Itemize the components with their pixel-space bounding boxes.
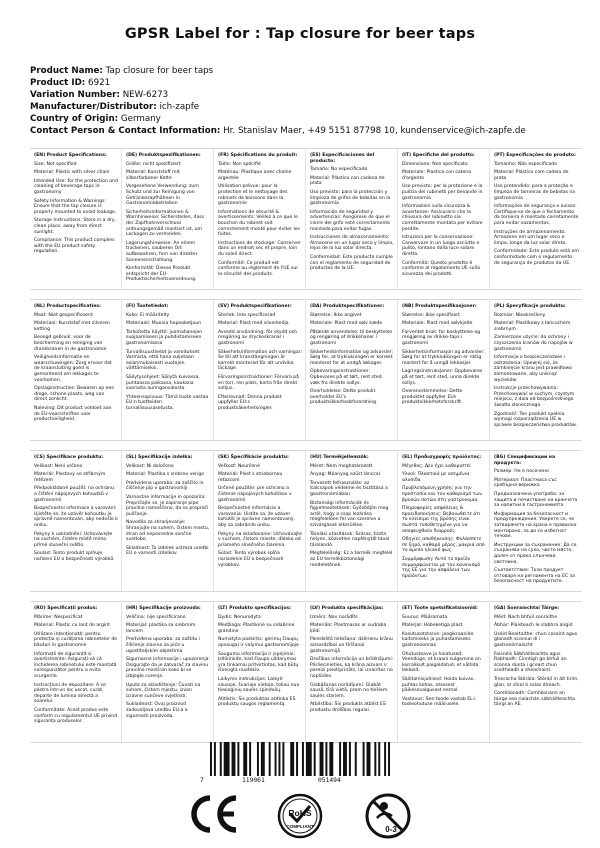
spec-paragraph: Ábhar: Plaisteach le slabhra airgid: [494, 623, 573, 629]
barcode-bar: [290, 742, 294, 776]
product-info-value: Germany: [120, 113, 161, 124]
spec-paragraph: Tarkoitettu käyttö: juomahanojen suojaamiseen ja puhdistamiseen gastronomiassa: [126, 329, 203, 346]
spec-cell: [398, 451, 490, 591]
spec-paragraph: Conformidad: Este producto cumple con el reglamento de seguridad de productos de la UE.: [310, 254, 393, 272]
spec-paragraph: Forventet bruk: for beskyttelse og rengjøring av drikke-taps i gastronomi: [402, 329, 481, 346]
spec-paragraph: Určené použitie: pre ochranu a čistenie nápojových kohútikov v gastronómii: [218, 486, 292, 503]
spec-paragraph: Uso previsto: per la protezione e la pulizia dei rubinetti per bevande in gastronomia: [402, 184, 483, 201]
barcode-bar: [282, 742, 284, 776]
spec-paragraph: Uso pretendido: para a proteção e limpeza de torneiras de bebidas na gastronomia: [494, 184, 576, 201]
spec-paragraph: Anyag: Műanyag ezüst lánccal: [310, 472, 380, 478]
spec-paragraph: Съответствие: Този продукт отговаря на регламента на ЕС за безопасност на продуктите.: [494, 568, 575, 585]
product-info-value: 6921: [88, 77, 111, 88]
barcode-bar: [224, 742, 230, 776]
spec-paragraph: Materiale: Plast med sølv kæde: [310, 321, 383, 327]
spec-paragraph: Maat: Niet gespecificeerd: [34, 312, 93, 318]
spec-heading: (ET) Toote spetsifikatsioonid:: [402, 606, 478, 611]
spec-paragraph: Laikymo instrukcijos: Laikyti sausoje, švarioje vietoje, toliau nuo tiesioginių saulės spindulių.: [218, 676, 300, 694]
spec-paragraph: Veľkosť: Neurčené: [218, 463, 260, 469]
spec-heading: (EL) Προδιαγραφές προϊόντος:: [402, 455, 482, 460]
spec-paragraph: Predvidena uporaba: za zaščito in čiščenje pip v gastronomiji: [126, 480, 204, 492]
barcode-bar: [384, 742, 386, 776]
spec-paragraph: Suurus: Määramata: [402, 614, 448, 620]
spec-paragraph: Utilisation prévue: pour la protection et le nettoyage des robinets de boissons dans la gastronomie: [218, 184, 288, 207]
barcode-digit-first: 7: [200, 777, 204, 784]
spec-paragraph: Tamaño: No especificado: [310, 167, 368, 173]
specifications-grid: [30, 148, 582, 752]
spec-cell: [214, 602, 306, 742]
spec-paragraph: Matériau: Plastique avec chaîne argentée: [218, 170, 292, 181]
spec-paragraph: Pokyny na skladovanie: Uchovávajte v suchom, čistom mieste, ďaleko od priameho slnečného žiarenia.: [218, 531, 302, 548]
spec-paragraph: Méid: Nach bhfuil sonraithe: [494, 614, 558, 620]
spec-paragraph: Dimensione: Non specificato: [402, 161, 468, 167]
spec-paragraph: Rozmiar: Nieokreślony: [494, 312, 546, 318]
barcode-bar: [269, 742, 271, 776]
spec-paragraph: Atbilstība: Šis produkts atbilst ES produktu drošības regulai.: [310, 702, 386, 713]
spec-paragraph: Οδηγίες αποθήκευσης: Φυλάσσετε σε ξηρό, καθαρό μέρος, μακριά από το άμεσο ηλιακό φως.: [402, 537, 485, 554]
spec-paragraph: Μέγεθος: Δεν έχει καθοριστεί: [402, 463, 471, 469]
spec-paragraph: Atitiktis: Šis produktas atitinka ES produktų saugos reglamentą.: [218, 696, 296, 708]
spec-band: [30, 450, 582, 592]
spec-paragraph: Informații de siguranță și avertismente: Asigurați-vă că închiderea robinetului este montată corespunzător pentru a evita scurgerile.: [34, 651, 117, 679]
spec-paragraph: Intended Use: for the protection and cleaning of beverage taps in gastronomy: [34, 178, 118, 195]
barcode-digits-right: 051494: [318, 777, 341, 784]
spec-cell: [490, 602, 582, 742]
spec-heading: (DA) Produktspecifikationer:: [310, 304, 385, 309]
spec-paragraph: Υλικό: Πλαστικό με ασημένια αλυσίδα: [402, 472, 470, 483]
spec-paragraph: Předpokládané použití: na ochranu a čištění nápojových kohoutků v gastronomii: [34, 486, 114, 503]
spec-heading: (HU) Termékjellemzők:: [310, 455, 369, 460]
spec-paragraph: Soulad: Tento produkt splňuje nařízení EU o bezpečnosti výrobků.: [34, 551, 115, 562]
spec-paragraph: Lagringsinstruksjoner: Oppbevares på et tørt, rent sted, unna direkte sollys.: [402, 369, 483, 386]
barcode-bars: [210, 742, 390, 776]
spec-paragraph: Varnostne informacije in opozorila: Prepričajte se, je zapiranje pipe pravilno nameščeno, da se prepreči puščanje.: [126, 494, 209, 517]
barcode-bar: [388, 742, 390, 776]
spec-paragraph: Skladnost: Ta izdelek ustreza uredbi EU o varnosti izdelkov.: [126, 545, 209, 557]
spec-paragraph: Saugumo informacija ir įspėjimai: Įsitikinkite, kad čiaupo uždarymas yra tinkamai pritvirtintas, kad būtų išvengta nuotėkio.: [218, 651, 299, 674]
barcode-bar: [210, 742, 212, 776]
rohs-sublabel: COMPLIANT: [286, 824, 314, 829]
spec-paragraph: Instructions de stockage: Conserver dans un endroit sec et propre, loin du soleil direct.: [218, 240, 301, 257]
spec-heading: (FR) Spécifications du produit:: [218, 153, 298, 158]
product-info-row: [30, 114, 590, 126]
spec-heading: (LV) Produkta specifikācijas:: [310, 606, 384, 611]
spec-paragraph: Påtænkt anvendelse: til beskyttelse og rengøring af drikkehaner i gastronomi: [310, 329, 393, 346]
barcode: [200, 742, 400, 786]
spec-paragraph: Lagerungshinweise: An einem trockenen, sauberen Ort aufbewahren, fern von direkter Sonneneinstrahlung.: [126, 240, 198, 263]
spec-paragraph: Materiaali: Muovia hopeaketjuun: [126, 321, 202, 327]
product-info: [30, 66, 590, 137]
product-info-value: NEW-6273: [122, 89, 169, 100]
spec-paragraph: Utilizare intenționată: pentru protecția și curățarea robinetelor de băuturi în gastronomie: [34, 631, 118, 648]
spec-paragraph: Yhteensopivuus: Tämä tuote vastaa EU:n tuotteiden turvallisuusasetusta.: [126, 394, 209, 411]
spec-band: [30, 601, 582, 743]
spec-paragraph: Compliance: This product complies with the EU product safety regulation.: [34, 238, 115, 255]
spec-paragraph: Materiale: Plast med sølvkjede: [402, 321, 473, 327]
spec-paragraph: Instruções de armazenamento: Armazene em um lugar seco e limpo, longe da luz solar direta.: [494, 229, 567, 246]
spec-paragraph: Ohutusteave ja hoiatused: Veenduge, et kraani sulgemine on korralikult paigaldatud, et vältida lekkeid.: [402, 651, 481, 674]
spec-paragraph: Informações de segurança e avisos: Certifique-se de que o fechamento da torneira é montado corretamente para evitar vazamentos.: [494, 204, 579, 226]
spec-paragraph: Material: Plastic cu lanț de argint: [34, 623, 110, 629]
spec-paragraph: Upute za skladištenje: Čuvati na suhom, čistom mjestu, izvan izravne sunčeve svjetlosti.: [126, 682, 201, 699]
spec-paragraph: Materiał: Plastikowy z łańcuchem srebrnym: [494, 321, 571, 332]
spec-paragraph: Izmērs: Nav norādīts: [310, 614, 358, 620]
spec-paragraph: Veiligheidsinformatie en waarschuwingen: Zorg ervoor dat de kraansluiting goed is gemonteerd om lekkages te voorkomen.: [34, 355, 112, 383]
spec-paragraph: Material: Kunststoff mit silberfarbener Kette: [126, 170, 180, 181]
barcode-bar: [363, 742, 365, 776]
spec-heading: (NB) Produktspesifikasjoner:: [402, 304, 477, 309]
barcode-bar: [314, 742, 316, 776]
spec-heading: (EN) Product Specifications:: [34, 153, 107, 158]
spec-paragraph: Conformidade: Este produto está em conformidade com o regulamento de segurança de produtos da UE.: [494, 249, 579, 266]
product-info-value: Hr. Stanislav Maer, +49 5151 87798 10, kundenservice@ich-zapfe.de: [223, 125, 526, 136]
barcode-bar: [275, 742, 277, 776]
spec-paragraph: Vastavus: See toode vastab EL-i tooteohutuse määrusele.: [402, 696, 476, 708]
spec-paragraph: Zgodność: Ten produkt spełnia wymogi rozporządzenia UE w sprawie bezpieczeństwa produktów.: [494, 411, 577, 428]
barcode-bar: [374, 742, 376, 776]
spec-paragraph: Säilitamisjuhised: Hoida kuivas, puhtas kohas, otsesest päikesevalgusest eemal.: [402, 676, 475, 694]
spec-paragraph: Materiale: Plastica con catena d'argento: [402, 170, 472, 181]
spec-cell: [490, 300, 582, 440]
spec-paragraph: Instrukcje przechowywania: Przechowywać w suchym, czystym miejscu, z dala od bezpośredniego światła słonecznego.: [494, 386, 575, 408]
spec-paragraph: Zamierzone użycie: do ochrony i czyszczenia kranów do napojów w gastronomii: [494, 335, 573, 352]
barcode-bar: [320, 742, 324, 776]
product-info-row: [30, 66, 590, 78]
spec-paragraph: Sukladnost: Ovaj proizvod zadovoljava uredbu EU-a o sigurnosti proizvoda.: [126, 702, 188, 719]
spec-cell: [306, 602, 398, 742]
spec-paragraph: Información de seguridad y advertencias: Asegúrese de que el cierre del grifo esté correctamente montado para evitar fugas.: [310, 209, 391, 232]
rohs-label: RoHS: [288, 808, 312, 818]
spec-band: [30, 148, 582, 290]
barcode-bar: [349, 742, 351, 776]
spec-paragraph: Medžiaga: Plastikinė su sidabrine grandine: [218, 623, 295, 634]
product-info-label: Product ID:: [30, 77, 86, 88]
spec-paragraph: Größe: nicht spezifiziert: [126, 161, 181, 167]
spec-paragraph: Instrucciones de almacenamiento: Almacene en un lugar seco y limpio, lejos de la luz solar directa.: [310, 235, 394, 252]
spec-paragraph: Opslaginstructies: Bewaren op een droge, schone plaats, weg van direct zonlicht.: [34, 386, 115, 403]
age-warning-label: 0-3: [385, 825, 397, 834]
spec-paragraph: Súlad: Tento výrobok spĺňa nariadenie EÚ o bezpečnosti výrobkov.: [218, 551, 284, 568]
spec-paragraph: Materijal: plastika sa srebrnim lancem: [126, 623, 196, 634]
spec-paragraph: Tervezett felhasználás: az italcsapok védelme és tisztítása a gasztronómiában: [310, 480, 388, 497]
spec-cell: [122, 451, 214, 591]
spec-paragraph: Overholdelse: Dette produkt overholder EU's produktsikkerhedsforordning.: [310, 389, 378, 406]
spec-paragraph: Informacje o bezpieczeństwie i ostrzeżenia: Upewnij się, że zamknięcie kranu jest prawidłowo zamontowane, aby uniknąć wycieków.: [494, 355, 573, 383]
spec-paragraph: Efterlevnad: Denna produkt uppfyller EU:s produktsäkerhetsregler.: [218, 394, 282, 411]
spec-paragraph: Dydis: Nenurodyta: [218, 614, 261, 620]
product-info-label: Manufacturer/Distributor:: [30, 101, 157, 112]
spec-cell: [306, 451, 398, 591]
spec-paragraph: Informazioni sulla sicurezza & avvertenze: Assicurarsi che la chiusura del rubinetto sia correttamente montata per evitare perdite.: [402, 204, 483, 232]
spec-paragraph: Faisnéis Sábháilteachta agus Rabhaidh: Cinntigh go bhfuil an sconna dúnta i gceart chun sceitheadh a sheachaint.: [494, 651, 567, 674]
product-info-value: Tap closure for beer taps: [105, 66, 214, 76]
spec-cell: [122, 149, 214, 289]
product-info-label: Contact Person & Contact Information:: [30, 125, 221, 136]
spec-paragraph: Veličina: nije specificirano: [126, 614, 186, 620]
spec-heading: (RO) Specificații produs:: [34, 606, 98, 611]
product-info-row: [30, 90, 590, 102]
spec-cell: [122, 300, 214, 440]
barcode-bar: [325, 742, 327, 776]
ce-mark-icon: [184, 792, 242, 836]
spec-paragraph: Sicherheitsinformationen & Warnhinweise: Sicherstellen, dass der Zapfhahnverschluss ordnungsgemäß montiert ist, um Leckagen zu vermeiden.: [126, 209, 205, 238]
barcode-bar: [243, 742, 247, 776]
spec-paragraph: Koko: Ei määritelty: [126, 312, 170, 318]
spec-paragraph: Naleving: Dit product voldoet aan de EU-voorschriften voor productveiligheid.: [34, 405, 112, 423]
spec-paragraph: Информация за безопасност и предупреждения: Уверете се, че затварянето на крана е правилно монтирано, за да се избегнат течове.: [494, 511, 577, 540]
age-warning-0-3-icon: [364, 792, 412, 840]
spec-paragraph: Инструкции за съхранение: Да се съхранява на сухо, чисто място, далеч от пряка слънчева светлина.: [494, 542, 577, 565]
spec-cell: [30, 602, 122, 742]
spec-paragraph: Predviđena uporaba: za zaštitu i čišćenje slavina za piće u ugostiteljskim objektima: [126, 637, 201, 654]
barcode-bar: [329, 742, 333, 776]
spec-paragraph: Storage Instructions: Store in a dry, clean place, away from direct sunlight.: [34, 218, 116, 235]
barcode-bar: [302, 742, 304, 776]
product-info-value: ich-zapfe: [159, 101, 200, 112]
spec-paragraph: Istruzioni per la conservazione: Conservare in un luogo asciutto e pulito, lontano dalla luce solare diretta.: [402, 235, 480, 257]
spec-heading: (NL) Productspecificaties:: [34, 304, 101, 309]
spec-paragraph: Comhlíonadh: Comhlíonann an táirge seo rialachán sábháilteachta táirgí an AE.: [494, 691, 575, 708]
spec-paragraph: Størrelse: Ikke spesifisert: [402, 312, 460, 318]
spec-paragraph: Материал: Пластмаса със сребърна верижка: [494, 477, 557, 489]
spec-paragraph: Taille: Non spécifié: [218, 161, 261, 167]
spec-heading: (PT) Especificações do produto:: [494, 153, 576, 158]
spec-heading: (PL) Specyfikacje produktu:: [494, 304, 566, 309]
spec-paragraph: Material: Plastika s srebrno verigo: [126, 472, 205, 478]
spec-paragraph: Biztonsági információk és figyelmeztetések: Győződjön meg arról, hogy a csap lezárása megfelelően fel van szerelve a szivárgások elkerülése.: [310, 500, 389, 528]
spec-paragraph: Conformité: Ce produit est conforme au règlement de l'UE sur la sécurité des produits.: [218, 260, 299, 277]
spec-paragraph: Conformità: Questo prodotto è conforme al regolamento UE sulla sicurezza dei prodotti.: [402, 260, 480, 277]
spec-paragraph: Materiaal: Kunststof met zilveren ketting: [34, 321, 110, 332]
spec-band: [30, 299, 582, 441]
spec-heading: (SV) Produktspecifikationer:: [218, 304, 292, 309]
barcode-bar: [257, 742, 259, 776]
spec-paragraph: Πληροφορίες ασφάλειας & προειδοποιήσεις: Βεβαιωθείτε ότι το κλείσιμο της βρύσης είναι σωστά τοποθετημένο για να αποφευχθούν διαρροές.: [402, 506, 481, 534]
barcode-bar: [343, 742, 347, 776]
barcode-bar: [339, 742, 341, 776]
spec-paragraph: Sikkerhetsinformasjon og advarsler: Sørg for at trykklukkingen er riktig montert for å unngå lekkasjer.: [402, 349, 485, 366]
product-info-label: Variation Number:: [30, 89, 120, 100]
spec-paragraph: Avsedd användning: för skydd och rengöring av dryckeskranar i gastronomi: [218, 329, 298, 346]
spec-paragraph: Beoogd gebruik: voor de bescherming en reiniging van drankkranen in de gastronomie: [34, 335, 107, 352]
spec-paragraph: Предназначена употреба: за защита и почистване на кранчета за напитки в гастрономията: [494, 491, 578, 509]
spec-heading: (BG) Спецификации на продукта:: [494, 455, 556, 466]
page-title: GPSR Label for : Tap closure for beer taps: [124, 26, 476, 42]
spec-paragraph: Size: Not specified: [34, 161, 77, 167]
spec-heading: (SK) Špecifikácie produktu:: [218, 455, 289, 460]
spec-paragraph: Размер: Не е посочено: [494, 469, 549, 475]
spec-paragraph: Materjal: Hõbeketiga plast: [402, 623, 463, 629]
spec-cell: [306, 149, 398, 289]
compliance-logos: [0, 792, 600, 836]
spec-paragraph: Velikost: Není určeno: [34, 463, 83, 469]
spec-paragraph: Προβλεπόμενη χρήση: για την προστασία και τον καθαρισμό των βρυσών ποτών στη γαστρονομία: [402, 486, 482, 503]
spec-cell: [122, 602, 214, 742]
barcode-digits-left: 119061: [242, 777, 265, 784]
spec-cell: [398, 602, 490, 742]
barcode-bar: [249, 742, 251, 776]
barcode-bar: [355, 742, 357, 776]
spec-paragraph: Förvaringsinstruktioner: Förvara på en torr, ren plats, borta från direkt solljus.: [218, 374, 299, 392]
spec-paragraph: Mărime: Nespecificat: [34, 614, 83, 620]
spec-heading: (CS) Specifikace produktu:: [34, 455, 104, 460]
barcode-bar: [261, 742, 265, 776]
spec-paragraph: Navodila za shranjevanje: Shranjujte na suhem, čistem mestu, stran od neposredne sončne svetlobe.: [126, 520, 210, 543]
barcode-bar: [237, 742, 239, 776]
spec-paragraph: Megfelelőség: Ez a termék megfelel az EU termékbiztonsági rendeletének.: [310, 551, 393, 568]
spec-paragraph: Méret: Nem meghatározott: [310, 463, 373, 469]
spec-paragraph: Opbevaringsinstruktioner: Opbevares på et tørt, rent sted, væk fra direkte sollys.: [310, 369, 383, 386]
spec-cell: [30, 149, 122, 289]
spec-cell: [398, 300, 490, 440]
barcode-bar: [367, 742, 371, 776]
barcode-bar: [220, 742, 222, 776]
spec-paragraph: Material: Plástico con cadena de plata: [310, 175, 385, 187]
spec-paragraph: Bezpečnostní informace a varování: Ujistěte se, že uzávěr kohoutku je správně namontován, aby nedošlo k úniku.: [34, 506, 118, 528]
product-info-row: [30, 78, 590, 90]
spec-paragraph: Tárolási utasítások: Száraz, tiszta helyen, közvetlen napfénytől távol tárolandó.: [310, 531, 390, 548]
spec-cell: [214, 300, 306, 440]
spec-paragraph: Vorgesehene Verwendung: zum Schutz und zur Reinigung von Getränkezapfhähnen in Gastronomiebetrieben: [126, 184, 199, 207]
spec-paragraph: Størrelse: Ikke angivet: [310, 312, 362, 318]
barcode-bar: [232, 742, 236, 776]
spec-paragraph: Overensstemmelse: Dette produktet oppfyller EUs produktsikkerhetsforskrift.: [402, 389, 463, 406]
rohs-compliant-icon: [276, 792, 324, 840]
spec-cell: [398, 149, 490, 289]
spec-heading: (LT) Produkto specifikacijos:: [218, 606, 292, 611]
product-info-label: Country of Origin:: [30, 113, 119, 124]
product-info-label: Product Name:: [30, 66, 103, 76]
barcode-bar: [306, 742, 312, 776]
product-info-row: [30, 102, 590, 114]
spec-paragraph: Glabāšanas norādījumi: Glabāt sausā, tīrā vietā, prom no tiešiem saules stariem.: [310, 682, 388, 699]
spec-paragraph: Pokyny k uskladnění: Uchovávejte na suchém, čistém místě mimo přímé sluneční světlo.: [34, 531, 113, 548]
spec-heading: (ES) Especificaciones del producto:: [310, 153, 375, 164]
spec-cell: [30, 451, 122, 591]
spec-paragraph: Bezpečnostné informácie a varovania: Uistite sa, že uzáver kohútik je správne namontovaný, aby sa zabránilo úniku.: [218, 506, 295, 528]
spec-paragraph: Material: Plastic with silver chain: [34, 170, 110, 176]
spec-paragraph: Instrucțiuni de depozitare: A se păstra într-un loc uscat, curat, departe de lumina directă a soarelui.: [34, 682, 106, 705]
spec-paragraph: Numatyta paskirtis: gėrimų čiaupų apsaugai ir valymui gastronomijoje: [218, 637, 299, 648]
spec-paragraph: Drošības informācija un brīdinājumi: Pārliecinieties, ka krāna aizvars ir pareizi piestiprināts, lai izvairītos no noplūdes.: [310, 657, 394, 679]
barcode-bar: [378, 742, 380, 776]
spec-paragraph: Safety Information & Warnings: Ensure that the tap closure is properly mounted to avoid leakage.: [34, 198, 117, 215]
spec-paragraph: Kasutusotstarve: joogikraanide kaitsmiseks ja puhastamiseks gastronoomias: [402, 631, 474, 648]
spec-heading: (IT) Specifiche del prodotto:: [402, 153, 475, 158]
spec-paragraph: Úsáid Beartaithe: chun cosaint agus glanadh sconnaí dí i gastronómaíocht: [494, 631, 578, 648]
spec-heading: (GA) Sonraíochtaí Táirge:: [494, 606, 560, 611]
barcode-bar: [296, 742, 298, 776]
spec-paragraph: Treoracha Stórála: Stóráil in áit tirim, glan, ar shiúl ó solas díreach.: [494, 676, 579, 688]
spec-cell: [214, 149, 306, 289]
spec-cell: [490, 149, 582, 289]
spec-cell: [30, 300, 122, 440]
spec-paragraph: Uso previsto: para la protección y limpieza de grifos de bebidas en la gastronomía: [310, 189, 391, 207]
spec-paragraph: Velikost: Ni določeno: [126, 463, 174, 469]
spec-paragraph: Material: Plástico com cadeia de prata: [494, 170, 569, 181]
barcode-bar: [278, 742, 280, 776]
spec-paragraph: Materiāls: Plastmasas ar sudraba ķēdi: [310, 623, 387, 634]
spec-paragraph: Sikkerhedsinformation og advarsler: Sørg for, at tryklukningen er korrekt monteret for at undgå lækager.: [310, 349, 394, 366]
spec-paragraph: Material: Plast med silverkedja: [218, 321, 289, 327]
spec-heading: (HR) Specifikacije proizvoda:: [126, 606, 201, 611]
spec-paragraph: Sigurnosne informacije i upozorenja: Osigurajte da je zatvarač za slavinu pravilno montiran kako bi se izbjeglo curenje.: [126, 657, 210, 679]
spec-cell: [214, 451, 306, 591]
spec-paragraph: Storlek: Inte specificerad: [218, 312, 276, 318]
spec-heading: (SL) Specifikacije izdelka:: [126, 455, 193, 460]
ce-mark-label: CE: [213, 834, 215, 835]
spec-heading: (DE) Produktspezifikationen:: [126, 153, 201, 158]
spec-paragraph: Säilytysohjeet: Säilytä kuivassa, puhtaassa paikassa, kaukana suorasta auringonvalosta.: [126, 374, 200, 392]
spec-paragraph: Paredzētā lietošana: dzērienu krānu aizsardzībai un tīrīšanai gastronomijā: [310, 637, 393, 654]
spec-paragraph: Materiál: Plast s striebornou reťazcom: [218, 472, 283, 483]
spec-paragraph: Säkerhetsinformation och varningar: Se till att kranstängningen är korrekt monterad för att undvika läckage.: [218, 349, 303, 372]
spec-paragraph: Tamanho: Não especificado: [494, 161, 558, 167]
spec-paragraph: Συμμόρφωση: Αυτό το προϊόν συμμορφώνεται με τον κανονισμό της ΕΕ για την ασφάλεια των προϊόντων.: [402, 556, 481, 579]
spec-paragraph: Konformität: Dieses Produkt entspricht der EU-Produktsicherheitsverordnung.: [126, 266, 197, 283]
product-info-row: [30, 126, 590, 138]
spec-paragraph: Materiál: Plastový se stříbrným řetězem: [34, 472, 106, 483]
spec-paragraph: Informations de sécurité & avertissements: Veillez à ce que le bouchon du robinet soit correctement monté pour éviter les fuites.: [218, 209, 300, 238]
spec-cell: [490, 451, 582, 591]
spec-heading: (FI) Tuotetiedot:: [126, 304, 169, 309]
spec-paragraph: Conformitate: Acest produs este conform cu regulamentul UE privind siguranța produselor.: [34, 707, 118, 725]
barcode-bar: [214, 742, 216, 776]
spec-cell: [306, 300, 398, 440]
spec-paragraph: Turvallisuustiedot ja varoitukset: Varmista, että hana suljetaan asianmukaisesti vuotojen välttämiseksi.: [126, 349, 201, 372]
